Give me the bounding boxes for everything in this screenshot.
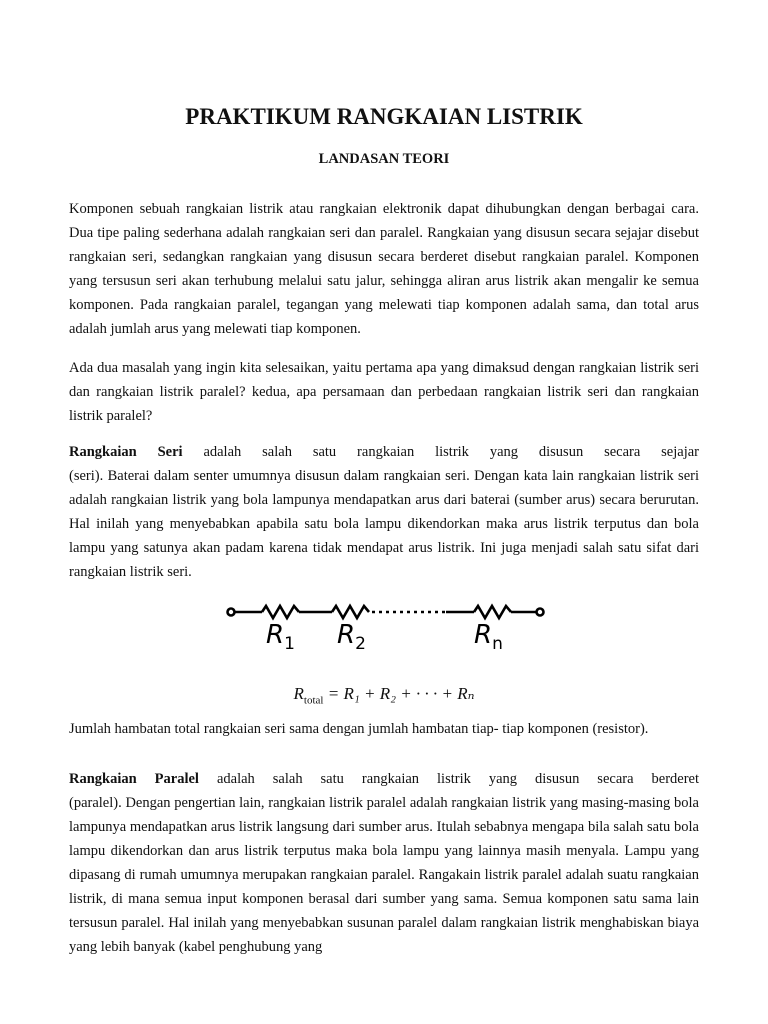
terminal-right <box>537 609 544 616</box>
paralel-term: Rangkaian Paralel <box>69 771 199 787</box>
paragraph-seri-summary: Jumlah hambatan total rangkaian seri sama dengan jumlah hambatan tiap- tiap komponen (resistor). <box>69 721 649 737</box>
paragraph-paralel <box>69 767 699 959</box>
paragraph-intro: Komponen sebuah rangkaian listrik atau rangkaian elektronik dapat dihubungkan dengan berbagai cara. Dua tipe paling sederhana adalah rangkaian seri dan paralel. Rangkaian yang disusun secara sejajar disebut rangkaian seri, sedangkan rangkaian yang disusun secara berderet disebut rangkaian paralel. Komponen yang tersusun seri akan terhubung melalui satu jalur, sehingga aliran arus listrik akan mengalir ke semua komponen. Pada rangkaian paralel, tegangan yang melewati tiap komponen adalah sama, dan total arus adalah jumlah arus yang melewati tiap komponen. <box>69 201 699 337</box>
paragraph-seri <box>69 440 699 584</box>
resistor-2 <box>332 606 369 618</box>
seri-lead-line <box>69 440 699 464</box>
resistor-n <box>474 606 511 618</box>
label-r2: $R_2$ <box>337 620 366 654</box>
total-resistance-formula: $R_{total} = R_1 + R_2$ + · · · + Rₙ <box>293 684 475 707</box>
label-rn: $R_n$ <box>474 620 503 654</box>
paralel-body: (paralel). Dengan pengertian lain, rangkaian listrik paralel adalah rangkaian listrik yang masing-masing bola lampunya mendapatkan arus listrik langsung dari sumber arus. Itulah sebabnya mengapa bila salah satu bola lampu dikendorkan dan arus listrik terputus maka bola lampu yang lainnya masih menyala. Lampu yang dipasang di rumah umumnya merupakan rangkaian paralel. Rangakain listrik paralel adalah suatu rangkaian listrik, di mana semua input komponen berasal dari sumber yang sama. Semua komponen satu sama lain tersusun paralel. Hal inilah yang menyebabkan susunan paralel dalam rangkaian listrik menghabiskan biaya yang lebih banyak (kabel penghubung yang <box>69 795 699 955</box>
resistor-1 <box>262 606 299 618</box>
seri-term: Rangkaian Seri <box>69 444 183 460</box>
seri-body: (seri). Baterai dalam senter umumnya disusun dalam rangkaian seri. Dengan kata lain rangkaian listrik seri adalah rangkaian listrik yang bola lampunya mendapatkan arus dari baterai (sumber arus) secara berurutan. Hal inilah yang menyebabkan apabila satu bola lampu dikendorkan maka arus listrik terputus dan bola lampu yang satunya akan padam karena tidak mendapat arus listrik. Ini juga menjadi salah satu sifat dari rangkaian listrik seri. <box>69 468 699 580</box>
label-r1: $R_1$ <box>266 620 295 654</box>
paralel-lead-line <box>69 767 699 791</box>
section-heading: LANDASAN TEORI <box>318 151 450 167</box>
terminal-left <box>228 609 235 616</box>
paralel-intro: adalah salah satu rangkaian listrik yang disusun secara berderet <box>216 771 699 787</box>
page-title: PRAKTIKUM RANGKAIAN LISTRIK <box>185 104 583 129</box>
paragraph-problem: Ada dua masalah yang ingin kita selesaikan, yaitu pertama apa yang dimaksud dengan rangkaian listrik seri dan rangkaian listrik paralel? kedua, apa persamaan dan perbedaan rangkaian listrik seri dan rangkaian listrik paralel? <box>69 360 699 424</box>
seri-intro: adalah salah satu rangkaian listrik yang disusun secara sejajar <box>203 444 699 460</box>
series-circuit-diagram <box>200 595 580 665</box>
